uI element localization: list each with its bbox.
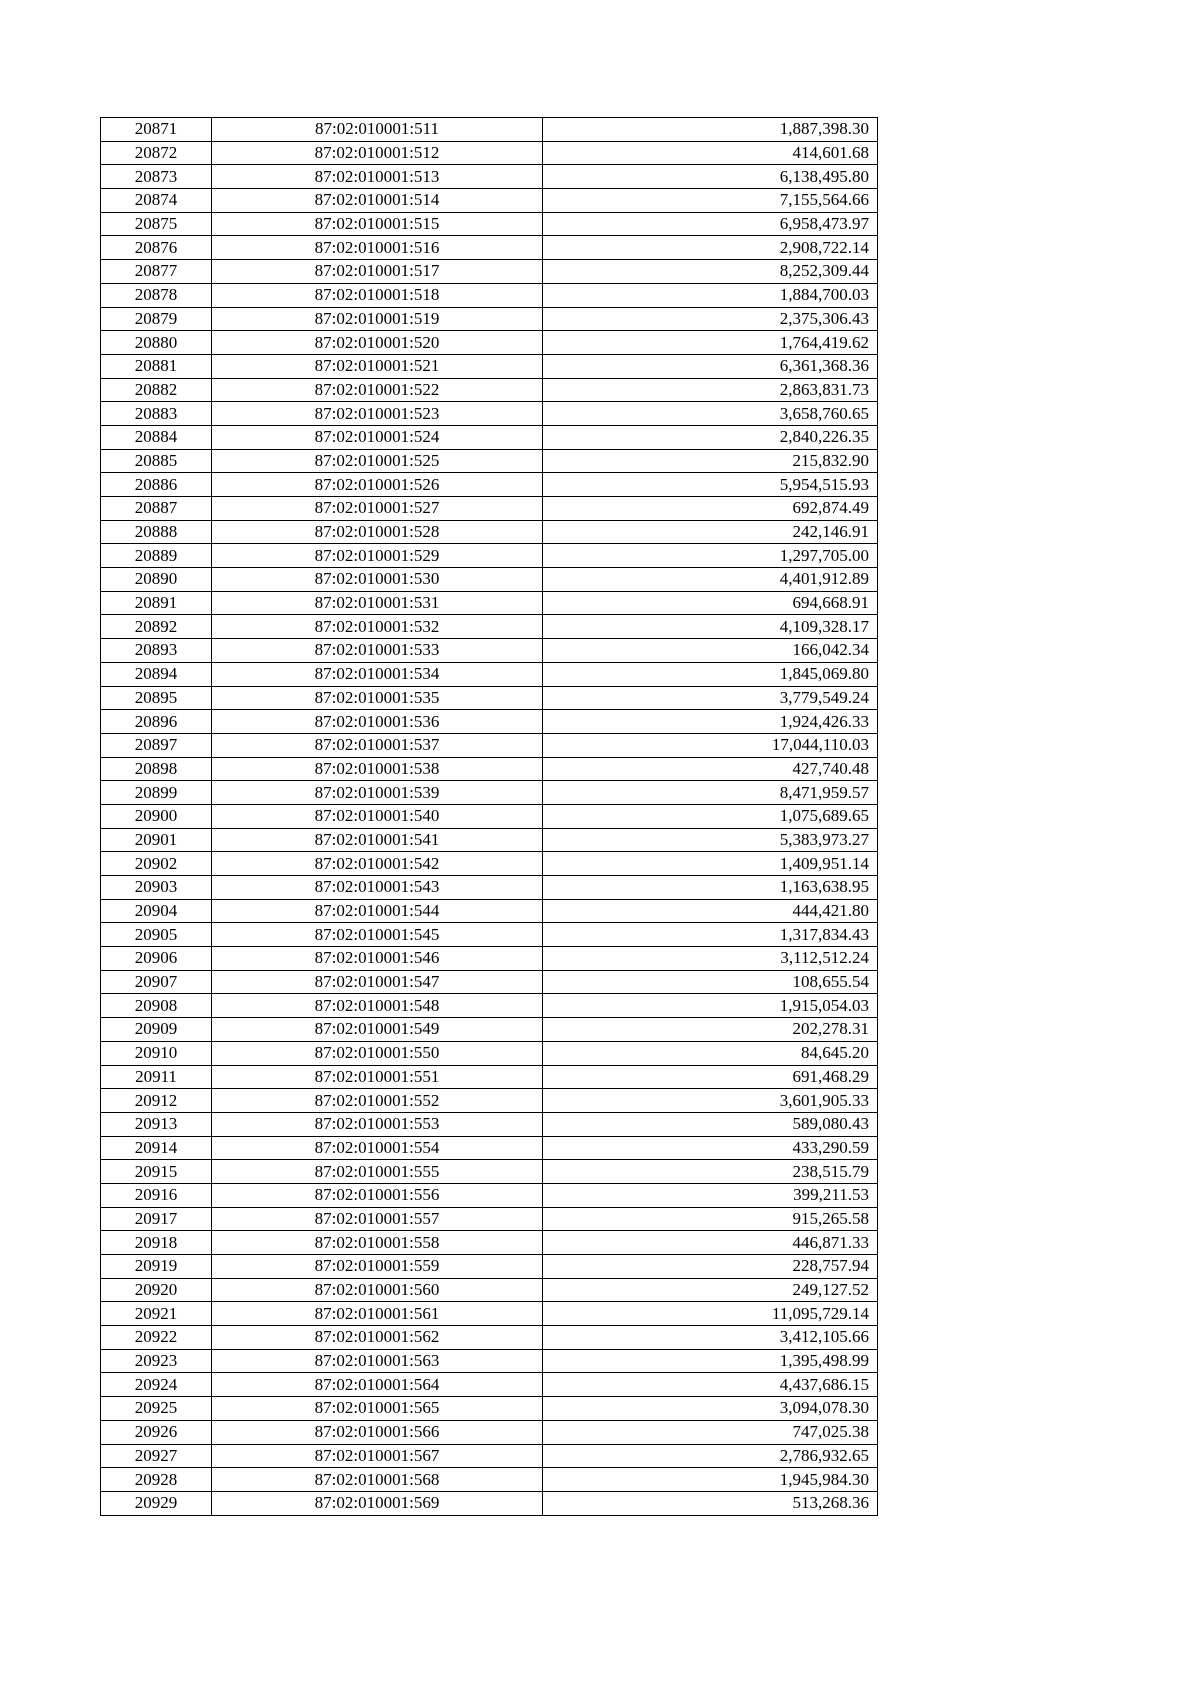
table-row bbox=[101, 189, 878, 213]
table-row bbox=[101, 1041, 878, 1065]
table-row bbox=[101, 354, 878, 378]
value-cell: 4,109,328.17 bbox=[543, 615, 878, 639]
value-cell: 108,655.54 bbox=[543, 970, 878, 994]
cadastral-number-cell: 87:02:010001:538 bbox=[212, 757, 543, 781]
row-number-cell: 20926 bbox=[101, 1420, 212, 1444]
row-number-cell: 20897 bbox=[101, 733, 212, 757]
value-cell: 6,361,368.36 bbox=[543, 354, 878, 378]
cadastral-number-cell: 87:02:010001:564 bbox=[212, 1373, 543, 1397]
cadastral-number-cell: 87:02:010001:517 bbox=[212, 260, 543, 284]
value-cell: 3,779,549.24 bbox=[543, 686, 878, 710]
cadastral-number-cell: 87:02:010001:529 bbox=[212, 544, 543, 568]
value-cell: 7,155,564.66 bbox=[543, 189, 878, 213]
row-number-cell: 20899 bbox=[101, 781, 212, 805]
row-number-cell: 20923 bbox=[101, 1349, 212, 1373]
cadastral-number-cell: 87:02:010001:554 bbox=[212, 1136, 543, 1160]
table-row bbox=[101, 828, 878, 852]
row-number-cell: 20925 bbox=[101, 1397, 212, 1421]
value-cell: 228,757.94 bbox=[543, 1255, 878, 1279]
cadastral-number-cell: 87:02:010001:567 bbox=[212, 1444, 543, 1468]
table-row bbox=[101, 260, 878, 284]
cadastral-number-cell: 87:02:010001:542 bbox=[212, 852, 543, 876]
row-number-cell: 20898 bbox=[101, 757, 212, 781]
value-cell: 215,832.90 bbox=[543, 449, 878, 473]
cadastral-number-cell: 87:02:010001:527 bbox=[212, 497, 543, 521]
row-number-cell: 20900 bbox=[101, 804, 212, 828]
cadastral-value-table bbox=[100, 117, 878, 1516]
table-row bbox=[101, 520, 878, 544]
row-number-cell: 20885 bbox=[101, 449, 212, 473]
value-cell: 747,025.38 bbox=[543, 1420, 878, 1444]
value-cell: 1,884,700.03 bbox=[543, 283, 878, 307]
value-cell: 11,095,729.14 bbox=[543, 1302, 878, 1326]
row-number-cell: 20919 bbox=[101, 1255, 212, 1279]
cadastral-number-cell: 87:02:010001:568 bbox=[212, 1468, 543, 1492]
row-number-cell: 20915 bbox=[101, 1160, 212, 1184]
table-row bbox=[101, 639, 878, 663]
table-row bbox=[101, 497, 878, 521]
table-row bbox=[101, 1326, 878, 1350]
value-cell: 1,317,834.43 bbox=[543, 923, 878, 947]
cadastral-number-cell: 87:02:010001:533 bbox=[212, 639, 543, 663]
cadastral-number-cell: 87:02:010001:543 bbox=[212, 876, 543, 900]
row-number-cell: 20890 bbox=[101, 568, 212, 592]
table-row bbox=[101, 1491, 878, 1515]
value-cell: 513,268.36 bbox=[543, 1491, 878, 1515]
value-cell: 1,297,705.00 bbox=[543, 544, 878, 568]
row-number-cell: 20912 bbox=[101, 1089, 212, 1113]
row-number-cell: 20884 bbox=[101, 425, 212, 449]
cadastral-number-cell: 87:02:010001:539 bbox=[212, 781, 543, 805]
value-cell: 202,278.31 bbox=[543, 1018, 878, 1042]
value-cell: 1,163,638.95 bbox=[543, 876, 878, 900]
table-row bbox=[101, 662, 878, 686]
value-cell: 694,668.91 bbox=[543, 591, 878, 615]
table-row bbox=[101, 899, 878, 923]
cadastral-number-cell: 87:02:010001:524 bbox=[212, 425, 543, 449]
row-number-cell: 20875 bbox=[101, 212, 212, 236]
table-row bbox=[101, 1444, 878, 1468]
table-row bbox=[101, 1420, 878, 1444]
row-number-cell: 20876 bbox=[101, 236, 212, 260]
cadastral-number-cell: 87:02:010001:551 bbox=[212, 1065, 543, 1089]
table-row bbox=[101, 615, 878, 639]
value-cell: 3,658,760.65 bbox=[543, 402, 878, 426]
table-body bbox=[101, 118, 878, 1516]
row-number-cell: 20905 bbox=[101, 923, 212, 947]
value-cell: 1,409,951.14 bbox=[543, 852, 878, 876]
value-cell: 8,252,309.44 bbox=[543, 260, 878, 284]
table-row bbox=[101, 212, 878, 236]
cadastral-number-cell: 87:02:010001:544 bbox=[212, 899, 543, 923]
table-row bbox=[101, 1373, 878, 1397]
row-number-cell: 20886 bbox=[101, 473, 212, 497]
table-row bbox=[101, 1089, 878, 1113]
value-cell: 1,887,398.30 bbox=[543, 118, 878, 142]
cadastral-number-cell: 87:02:010001:531 bbox=[212, 591, 543, 615]
row-number-cell: 20903 bbox=[101, 876, 212, 900]
cadastral-number-cell: 87:02:010001:512 bbox=[212, 141, 543, 165]
cadastral-number-cell: 87:02:010001:559 bbox=[212, 1255, 543, 1279]
cadastral-number-cell: 87:02:010001:548 bbox=[212, 994, 543, 1018]
row-number-cell: 20908 bbox=[101, 994, 212, 1018]
cadastral-number-cell: 87:02:010001:520 bbox=[212, 331, 543, 355]
value-cell: 6,958,473.97 bbox=[543, 212, 878, 236]
row-number-cell: 20917 bbox=[101, 1207, 212, 1231]
table-row bbox=[101, 781, 878, 805]
table-row bbox=[101, 425, 878, 449]
cadastral-number-cell: 87:02:010001:561 bbox=[212, 1302, 543, 1326]
value-cell: 1,945,984.30 bbox=[543, 1468, 878, 1492]
table-row bbox=[101, 591, 878, 615]
cadastral-number-cell: 87:02:010001:519 bbox=[212, 307, 543, 331]
cadastral-number-cell: 87:02:010001:526 bbox=[212, 473, 543, 497]
cadastral-number-cell: 87:02:010001:563 bbox=[212, 1349, 543, 1373]
table-row bbox=[101, 402, 878, 426]
row-number-cell: 20889 bbox=[101, 544, 212, 568]
table-row bbox=[101, 473, 878, 497]
table-row bbox=[101, 1018, 878, 1042]
value-cell: 433,290.59 bbox=[543, 1136, 878, 1160]
row-number-cell: 20874 bbox=[101, 189, 212, 213]
value-cell: 238,515.79 bbox=[543, 1160, 878, 1184]
value-cell: 2,908,722.14 bbox=[543, 236, 878, 260]
value-cell: 446,871.33 bbox=[543, 1231, 878, 1255]
value-cell: 691,468.29 bbox=[543, 1065, 878, 1089]
row-number-cell: 20873 bbox=[101, 165, 212, 189]
cadastral-number-cell: 87:02:010001:523 bbox=[212, 402, 543, 426]
cadastral-number-cell: 87:02:010001:546 bbox=[212, 947, 543, 971]
row-number-cell: 20881 bbox=[101, 354, 212, 378]
cadastral-number-cell: 87:02:010001:536 bbox=[212, 710, 543, 734]
table-row bbox=[101, 283, 878, 307]
value-cell: 2,863,831.73 bbox=[543, 378, 878, 402]
value-cell: 5,383,973.27 bbox=[543, 828, 878, 852]
table-row bbox=[101, 1255, 878, 1279]
row-number-cell: 20887 bbox=[101, 497, 212, 521]
cadastral-number-cell: 87:02:010001:537 bbox=[212, 733, 543, 757]
table-row bbox=[101, 852, 878, 876]
table-row bbox=[101, 757, 878, 781]
cadastral-number-cell: 87:02:010001:532 bbox=[212, 615, 543, 639]
cadastral-number-cell: 87:02:010001:553 bbox=[212, 1112, 543, 1136]
value-cell: 692,874.49 bbox=[543, 497, 878, 521]
cadastral-number-cell: 87:02:010001:530 bbox=[212, 568, 543, 592]
row-number-cell: 20883 bbox=[101, 402, 212, 426]
value-cell: 166,042.34 bbox=[543, 639, 878, 663]
row-number-cell: 20924 bbox=[101, 1373, 212, 1397]
row-number-cell: 20896 bbox=[101, 710, 212, 734]
cadastral-number-cell: 87:02:010001:513 bbox=[212, 165, 543, 189]
cadastral-number-cell: 87:02:010001:565 bbox=[212, 1397, 543, 1421]
row-number-cell: 20921 bbox=[101, 1302, 212, 1326]
cadastral-number-cell: 87:02:010001:521 bbox=[212, 354, 543, 378]
value-cell: 3,601,905.33 bbox=[543, 1089, 878, 1113]
table-row bbox=[101, 994, 878, 1018]
row-number-cell: 20918 bbox=[101, 1231, 212, 1255]
value-cell: 3,094,078.30 bbox=[543, 1397, 878, 1421]
table-row bbox=[101, 331, 878, 355]
table-row bbox=[101, 970, 878, 994]
table-row bbox=[101, 307, 878, 331]
row-number-cell: 20929 bbox=[101, 1491, 212, 1515]
cadastral-number-cell: 87:02:010001:558 bbox=[212, 1231, 543, 1255]
row-number-cell: 20892 bbox=[101, 615, 212, 639]
cadastral-number-cell: 87:02:010001:535 bbox=[212, 686, 543, 710]
table-row bbox=[101, 1231, 878, 1255]
table-row bbox=[101, 236, 878, 260]
table-row bbox=[101, 1112, 878, 1136]
value-cell: 6,138,495.80 bbox=[543, 165, 878, 189]
row-number-cell: 20911 bbox=[101, 1065, 212, 1089]
cadastral-number-cell: 87:02:010001:560 bbox=[212, 1278, 543, 1302]
value-cell: 427,740.48 bbox=[543, 757, 878, 781]
table-row bbox=[101, 1302, 878, 1326]
table-row bbox=[101, 1207, 878, 1231]
table-row bbox=[101, 118, 878, 142]
row-number-cell: 20927 bbox=[101, 1444, 212, 1468]
row-number-cell: 20920 bbox=[101, 1278, 212, 1302]
table-row bbox=[101, 947, 878, 971]
cadastral-number-cell: 87:02:010001:550 bbox=[212, 1041, 543, 1065]
value-cell: 1,915,054.03 bbox=[543, 994, 878, 1018]
cadastral-number-cell: 87:02:010001:569 bbox=[212, 1491, 543, 1515]
row-number-cell: 20877 bbox=[101, 260, 212, 284]
row-number-cell: 20914 bbox=[101, 1136, 212, 1160]
value-cell: 84,645.20 bbox=[543, 1041, 878, 1065]
row-number-cell: 20878 bbox=[101, 283, 212, 307]
value-cell: 8,471,959.57 bbox=[543, 781, 878, 805]
table-row bbox=[101, 876, 878, 900]
table-row bbox=[101, 1278, 878, 1302]
row-number-cell: 20880 bbox=[101, 331, 212, 355]
cadastral-number-cell: 87:02:010001:525 bbox=[212, 449, 543, 473]
cadastral-number-cell: 87:02:010001:545 bbox=[212, 923, 543, 947]
row-number-cell: 20910 bbox=[101, 1041, 212, 1065]
table-row bbox=[101, 1397, 878, 1421]
cadastral-number-cell: 87:02:010001:516 bbox=[212, 236, 543, 260]
table-row bbox=[101, 378, 878, 402]
row-number-cell: 20893 bbox=[101, 639, 212, 663]
row-number-cell: 20909 bbox=[101, 1018, 212, 1042]
cadastral-number-cell: 87:02:010001:549 bbox=[212, 1018, 543, 1042]
cadastral-number-cell: 87:02:010001:518 bbox=[212, 283, 543, 307]
value-cell: 3,112,512.24 bbox=[543, 947, 878, 971]
row-number-cell: 20922 bbox=[101, 1326, 212, 1350]
row-number-cell: 20888 bbox=[101, 520, 212, 544]
value-cell: 17,044,110.03 bbox=[543, 733, 878, 757]
row-number-cell: 20913 bbox=[101, 1112, 212, 1136]
row-number-cell: 20891 bbox=[101, 591, 212, 615]
cadastral-number-cell: 87:02:010001:557 bbox=[212, 1207, 543, 1231]
table-row bbox=[101, 686, 878, 710]
cadastral-number-cell: 87:02:010001:552 bbox=[212, 1089, 543, 1113]
value-cell: 1,764,419.62 bbox=[543, 331, 878, 355]
table-row bbox=[101, 1183, 878, 1207]
value-cell: 3,412,105.66 bbox=[543, 1326, 878, 1350]
table-row bbox=[101, 733, 878, 757]
value-cell: 4,437,686.15 bbox=[543, 1373, 878, 1397]
cadastral-number-cell: 87:02:010001:540 bbox=[212, 804, 543, 828]
row-number-cell: 20901 bbox=[101, 828, 212, 852]
value-cell: 399,211.53 bbox=[543, 1183, 878, 1207]
row-number-cell: 20872 bbox=[101, 141, 212, 165]
value-cell: 444,421.80 bbox=[543, 899, 878, 923]
value-cell: 414,601.68 bbox=[543, 141, 878, 165]
row-number-cell: 20882 bbox=[101, 378, 212, 402]
row-number-cell: 20871 bbox=[101, 118, 212, 142]
row-number-cell: 20894 bbox=[101, 662, 212, 686]
value-cell: 1,845,069.80 bbox=[543, 662, 878, 686]
row-number-cell: 20895 bbox=[101, 686, 212, 710]
value-cell: 2,840,226.35 bbox=[543, 425, 878, 449]
row-number-cell: 20916 bbox=[101, 1183, 212, 1207]
table-row bbox=[101, 544, 878, 568]
row-number-cell: 20928 bbox=[101, 1468, 212, 1492]
cadastral-number-cell: 87:02:010001:511 bbox=[212, 118, 543, 142]
table-row bbox=[101, 165, 878, 189]
row-number-cell: 20907 bbox=[101, 970, 212, 994]
table-row bbox=[101, 804, 878, 828]
table-row bbox=[101, 1160, 878, 1184]
value-cell: 242,146.91 bbox=[543, 520, 878, 544]
table-row bbox=[101, 1349, 878, 1373]
table-row bbox=[101, 1136, 878, 1160]
value-cell: 5,954,515.93 bbox=[543, 473, 878, 497]
cadastral-number-cell: 87:02:010001:556 bbox=[212, 1183, 543, 1207]
cadastral-number-cell: 87:02:010001:555 bbox=[212, 1160, 543, 1184]
cadastral-number-cell: 87:02:010001:562 bbox=[212, 1326, 543, 1350]
table-row bbox=[101, 923, 878, 947]
cadastral-number-cell: 87:02:010001:522 bbox=[212, 378, 543, 402]
table-row bbox=[101, 568, 878, 592]
cadastral-number-cell: 87:02:010001:541 bbox=[212, 828, 543, 852]
cadastral-number-cell: 87:02:010001:515 bbox=[212, 212, 543, 236]
table-row bbox=[101, 1065, 878, 1089]
row-number-cell: 20879 bbox=[101, 307, 212, 331]
value-cell: 249,127.52 bbox=[543, 1278, 878, 1302]
row-number-cell: 20906 bbox=[101, 947, 212, 971]
cadastral-number-cell: 87:02:010001:547 bbox=[212, 970, 543, 994]
value-cell: 2,375,306.43 bbox=[543, 307, 878, 331]
value-cell: 915,265.58 bbox=[543, 1207, 878, 1231]
row-number-cell: 20902 bbox=[101, 852, 212, 876]
table-row bbox=[101, 1468, 878, 1492]
table-row bbox=[101, 449, 878, 473]
cadastral-number-cell: 87:02:010001:528 bbox=[212, 520, 543, 544]
cadastral-number-cell: 87:02:010001:534 bbox=[212, 662, 543, 686]
row-number-cell: 20904 bbox=[101, 899, 212, 923]
value-cell: 4,401,912.89 bbox=[543, 568, 878, 592]
table-row bbox=[101, 710, 878, 734]
cadastral-number-cell: 87:02:010001:566 bbox=[212, 1420, 543, 1444]
value-cell: 1,395,498.99 bbox=[543, 1349, 878, 1373]
value-cell: 1,924,426.33 bbox=[543, 710, 878, 734]
cadastral-number-cell: 87:02:010001:514 bbox=[212, 189, 543, 213]
value-cell: 589,080.43 bbox=[543, 1112, 878, 1136]
table-row bbox=[101, 141, 878, 165]
value-cell: 2,786,932.65 bbox=[543, 1444, 878, 1468]
value-cell: 1,075,689.65 bbox=[543, 804, 878, 828]
